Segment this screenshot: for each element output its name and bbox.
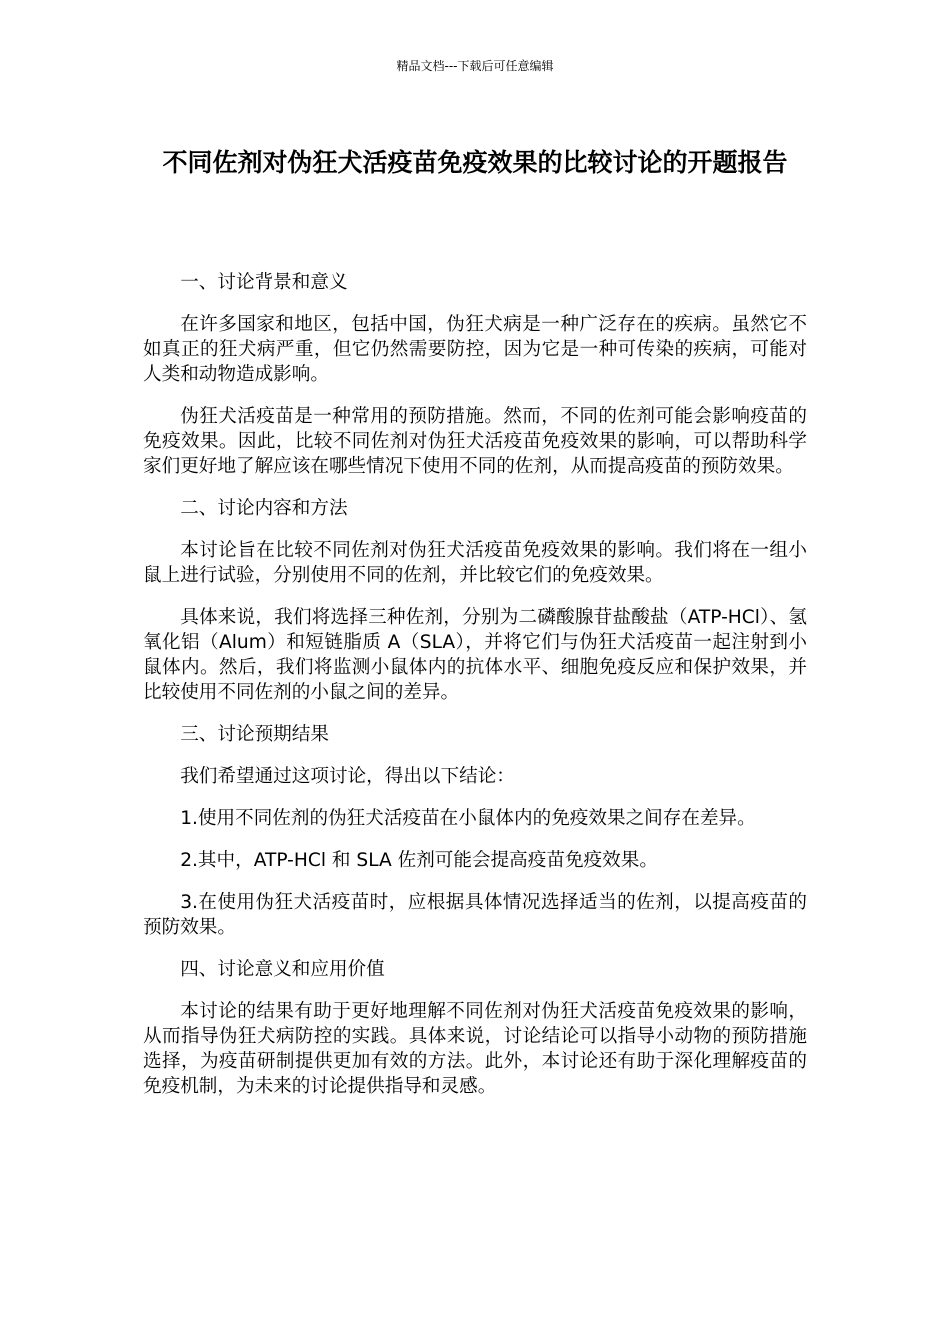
list-item: 2.其中，ATP-HCl 和 SLA 佐剂可能会提高疫苗免疫效果。 (180, 850, 658, 871)
section-heading-methods: 二、讨论内容和方法 (180, 498, 348, 519)
body-paragraph: 本讨论的结果有助于更好地理解不同佐剂对伪狂犬活疫苗免疫效果的影响，从而指导伪狂犬病防控的实践。具体来说，讨论结论可以指导小动物的预防措施选择，为疫苗研制提供更加有效的方法。此外，本讨论还有助于深化理解疫苗的免疫机制，为未来的讨论提供指导和灵感。 (143, 1001, 807, 1097)
body-paragraph: 本讨论旨在比较不同佐剂对伪狂犬活疫苗免疫效果的影响。我们将在一组小鼠上进行试验，分别使用不同的佐剂，并比较它们的免疫效果。 (143, 540, 807, 586)
body-paragraph: 在许多国家和地区，包括中国，伪狂犬病是一种广泛存在的疾病。虽然它不如真正的狂犬病严重，但它仍然需要防控，因为它是一种可传染的疾病，可能对人类和动物造成影响。 (143, 314, 807, 385)
page-header: 精品文档---下载后可任意编辑 (396, 59, 554, 73)
section-heading-background: 一、讨论背景和意义 (180, 272, 348, 293)
body-paragraph: 伪狂犬活疫苗是一种常用的预防措施。然而，不同的佐剂可能会影响疫苗的免疫效果。因此，比较不同佐剂对伪狂犬活疫苗免疫效果的影响，可以帮助科学家们更好地了解应该在哪些情况下使用不同的佐剂，从而提高疫苗的预防效果。 (143, 406, 807, 477)
body-paragraph: 具体来说，我们将选择三种佐剂，分别为二磷酸腺苷盐酸盐（ATP-HCl）、氢氧化铝（Alum）和短链脂质 A（SLA），并将它们与伪狂犬活疫苗一起注射到小鼠体内。然后，我们将监测小鼠体内的抗体水平、细胞免疫反应和保护效果，并比较使用不同佐剂的小鼠之间的差异。 (143, 607, 807, 703)
section-heading-expected-results: 三、讨论预期结果 (180, 724, 329, 745)
section-heading-significance: 四、讨论意义和应用价值 (180, 959, 385, 980)
list-item: 1.使用不同佐剂的伪狂犬活疫苗在小鼠体内的免疫效果之间存在差异。 (180, 808, 756, 829)
list-item: 3.在使用伪狂犬活疫苗时，应根据具体情况选择适当的佐剂，以提高疫苗的预防效果。 (143, 892, 807, 938)
document-title: 不同佐剂对伪狂犬活疫苗免疫效果的比较讨论的开题报告 (162, 148, 788, 177)
document-body (143, 270, 807, 1116)
body-paragraph: 我们希望通过这项讨论，得出以下结论： (180, 766, 515, 787)
